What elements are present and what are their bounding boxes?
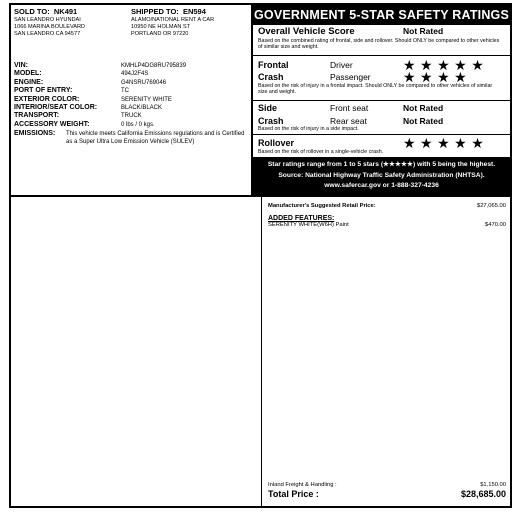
spec-row [14,104,250,112]
sold-to-line: SAN LEANDRO CA 94577 [14,31,81,38]
front-seat-label: Front seat [330,103,369,113]
front-seat-rating: Not Rated [403,103,444,113]
overall-label: Overall Vehicle Score [258,26,355,37]
passenger-label: Passenger [330,72,371,82]
rollover-stars-icon: ★★★★★ [403,135,489,151]
total-price-label: Total Price : [268,489,319,499]
msrp-value: $27,065.00 [476,203,506,209]
passenger-stars-icon: ★★★★ [403,69,472,85]
spec-row [14,87,250,95]
spec-key: PORT OF ENTRY: [14,87,73,95]
spec-value: SERENITY WHITE [121,96,172,103]
freight-label: Inland Freight & Handling : [268,482,337,488]
overall-note: Based on the combined rating of frontal, side and rollover. Should ONLY be compared to other vehicles of similar size and weight. [258,38,500,51]
spec-row [14,70,250,78]
ratings-footer-line: Source: National Highway Traffic Safety Administration (NHTSA). [278,171,485,179]
side-label: Side [258,103,278,113]
side-crash-label: Crash [258,116,284,126]
spec-row [14,121,250,129]
shipping-info-panel [11,5,250,195]
safety-title: GOVERNMENT 5-STAR SAFETY RATINGS [253,5,510,25]
feature-item-value: $470.00 [485,222,506,228]
msrp-label: Manufacturer's Suggested Retail Price: [268,203,376,209]
shipped-to-line: PORTLAND OR 97220 [131,31,189,38]
rear-seat-rating: Not Rated [403,116,444,126]
shipped-to-line: 10950 NE HOLMAN ST [131,24,191,31]
rollover-section [253,135,510,156]
shipped-to-line: ALAMO/NATIONAL RENT A CAR [131,17,215,23]
spec-key: MODEL: [14,70,42,78]
spec-value: G4NSRU769046 [121,79,167,86]
spec-value: TC [121,88,129,95]
spec-value: 0 lbs / 0 kgs. [121,121,155,128]
ratings-footer-line: www.safercar.gov or 1-888-327-4236 [324,182,439,189]
spec-key: INTERIOR/SEAT COLOR: [14,104,98,112]
ratings-footer [253,157,510,194]
sold-to-label: SOLD TO: [14,7,50,16]
shipped-to-block [131,7,249,39]
sold-to-code: NK491 [53,7,78,16]
side-note: Based on the risk of injury in a side impact. [258,126,359,132]
spec-key: ENGINE: [14,78,44,86]
rollover-note: Based on the risk of rollover in a single-vehicle crash. [258,149,384,155]
spec-value: KMHLP4DG8RU795839 [121,63,187,69]
spec-key: ACCESSORY WEIGHT: [14,120,90,128]
overall-rating: Not Rated [403,26,444,36]
rear-seat-label: Rear seat [330,116,367,126]
spec-key: EXTERIOR COLOR: [14,95,80,103]
side-crash-section [253,101,510,135]
spec-row [14,79,250,87]
ratings-footer-line: Star ratings range from 1 to 5 stars (★★★★★) with 5 being the highest. [267,161,496,168]
rollover-label: Rollover [258,138,295,148]
shipped-to-label: SHIPPED TO: [131,7,179,16]
feature-item-label: SERENITY WHITE(W6H) Paint [268,222,349,228]
overall-score-section [253,25,510,56]
spec-row [14,62,250,70]
spec-row [14,112,250,120]
spec-row [14,96,250,104]
spec-value: TRUCK [121,113,142,120]
sold-to-line: 1066 MARINA BOULEVARD [14,24,86,31]
driver-stars-icon: ★★★★★ [403,57,489,73]
total-price-value: $28,685.00 [460,489,506,499]
vehicle-specs [14,62,250,146]
added-features-label: ADDED FEATURES: [268,215,335,222]
frontal-label: Frontal [258,60,289,70]
safety-ratings-panel [251,3,512,196]
spec-value: BLACK/BLACK [121,105,163,112]
spec-key: VIN: [14,62,28,69]
sold-to-line: SAN LEANDRO HYUNDAI [14,17,81,23]
frontal-note: Based on the risk of injury in a frontal impact. Should ONLY be compared to other vehicles of similar size and weight. [258,83,493,96]
freight-value: $1,150.00 [480,482,506,488]
emissions-key: EMISSIONS: [14,130,56,138]
shipped-to-code: EN594 [182,7,206,16]
frontal-crash-section [253,56,510,101]
spec-value: 494J2F4S [121,71,149,78]
driver-label: Driver [330,60,353,70]
sold-to-block [14,7,124,39]
emissions-value: This vehicle meets California Emissions regulations and is Certified as a Super Ultra Low Emission Vehicle (SULEV) [66,131,245,146]
emissions-row [14,130,250,146]
frontal-crash-label: Crash [258,72,284,82]
spec-key: TRANSPORT: [14,112,60,120]
pricing-panel [262,197,512,508]
